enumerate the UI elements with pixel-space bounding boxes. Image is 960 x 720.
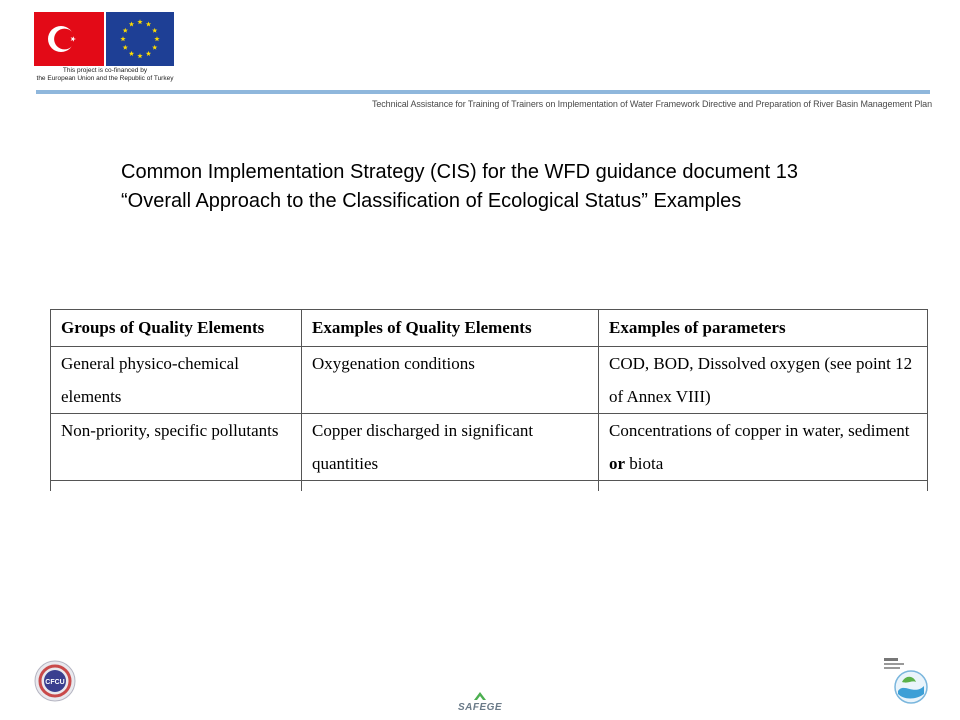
- column-header: Examples of Quality Elements: [302, 310, 599, 347]
- table-row: [51, 347, 928, 414]
- eu-star-icon: [146, 51, 151, 56]
- table-cell: [51, 481, 302, 492]
- cofinance-logo: [34, 12, 176, 86]
- eu-star-icon: [154, 36, 159, 41]
- cell-text: Concentrations of copper in water, sediment: [609, 421, 910, 440]
- table-cell: Copper discharged in significant quantities: [302, 414, 599, 481]
- quality-elements-table: [50, 309, 928, 491]
- table-cell: COD, BOD, Dissolved oxygen (see point 12 of Annex VIII): [599, 347, 928, 414]
- cofinance-text: [34, 67, 176, 82]
- header-rule: [36, 90, 930, 94]
- table-cell: [599, 414, 928, 481]
- project-title: Technical Assistance for Training of Trainers on Implementation of Water Framework Directive and Preparation of River Basin Management Plan: [371, 99, 932, 109]
- eu-star-icon: [137, 19, 142, 24]
- column-header: Examples of parameters: [599, 310, 928, 347]
- cell-text-tail: biota: [629, 454, 664, 473]
- eu-flag-icon: [106, 12, 174, 66]
- eu-star-icon: [129, 21, 134, 26]
- eu-star-icon: [123, 28, 128, 33]
- turkey-flag-icon: [34, 12, 104, 66]
- eu-star-icon: [152, 28, 157, 33]
- eu-star-icon: [137, 53, 142, 58]
- cfcu-logo-text: CFCU: [45, 679, 65, 686]
- safege-logo-text: SAFEGE: [457, 702, 503, 713]
- column-header: Groups of Quality Elements: [51, 310, 302, 347]
- eu-star-icon: [123, 45, 128, 50]
- safege-logo: [448, 690, 512, 714]
- cell-bold-word: or: [609, 454, 626, 473]
- cfcu-logo: [34, 660, 76, 702]
- table-cell: [302, 481, 599, 492]
- table-header-row: [51, 310, 928, 347]
- eu-star-icon: [129, 51, 134, 56]
- table-cell: Non-priority, specific pollutants: [51, 414, 302, 481]
- eu-star-icon: [120, 36, 125, 41]
- ministry-logo: [884, 658, 930, 704]
- cofinance-line-1: This project is co-financed by: [62, 67, 148, 74]
- table-cell: [599, 481, 928, 492]
- eu-star-icon: [146, 21, 151, 26]
- table-row: [51, 414, 928, 481]
- table-row-cropped: [51, 481, 928, 492]
- table-cell: General physico-chemical elements: [51, 347, 302, 414]
- eu-star-icon: [152, 45, 157, 50]
- cofinance-line-2: the European Union and the Republic of Turkey: [36, 74, 174, 82]
- table-cell: Oxygenation conditions: [302, 347, 599, 414]
- slide-title: Common Implementation Strategy (CIS) for the WFD guidance document 13 “Overall Approach to the Classification of Ecological Status” Examples: [121, 161, 798, 212]
